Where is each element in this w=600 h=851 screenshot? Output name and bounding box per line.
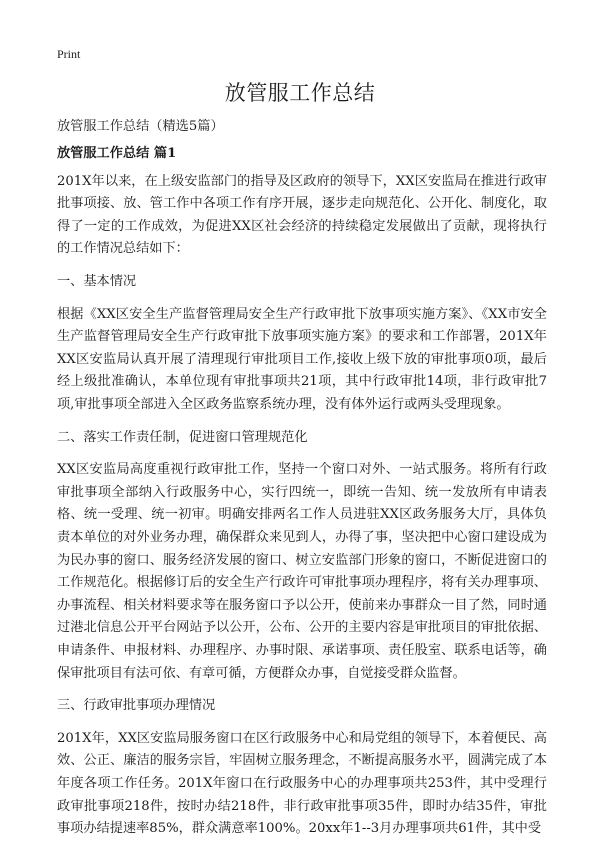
paragraph-approval-items: 201X年，XX区安监局服务窗口在区行政服务中心和局党组的领导下，本着便民、高效、公正、廉洁的服务宗旨，牢固树立服务理念，不断提高服务水平，圆满完成了本年度各项工作任务。201X年窗口在行政服务中心的办理事项共253件，其中受理行政审批事项218件，按时办结218件，非行政审批事项35件，即时办结35件，审批事项办结提速率85%，群众满意率100%。20xx年1--3月办理事项共61件，其中受	[57, 730, 547, 837]
document-subtitle: 放管服工作总结（精选5篇）	[57, 119, 224, 134]
section-heading: 放管服工作总结 篇1	[57, 146, 177, 162]
print-link[interactable]: Print	[57, 47, 81, 61]
document-body	[57, 116, 547, 851]
document-title: 放管服工作总结	[224, 81, 376, 105]
paragraph-responsibility: XX区安监局高度重视行政审批工作，坚持一个窗口对外、一站式服务。将所有行政审批事项全部纳入行政服务中心，实行四统一，即统一告知、统一发放所有申请表格、统一受理、统一初审。明确安排两名工作人员进驻XX区政务服务大厅，具体负责本单位的对外业务办理，确保群众来见到人，办得了事，坚决把中心窗口建设成为为民办事的窗口、服务经济发展的窗口、树立安监部门形象的窗口，不断促进窗口的工作规范化。根据修订后的安全生产行政许可审批事项办理程序，将有关办理事项、办事流程、相关材料要求等在服务窗口予以公开，使前来办事群众一目了然，同时通过港北信息公开平台网站予以公开，公布、公开的主要内容是审批项目的审批依据、申请条件、申报材料、办理程序、办事时限、承诺事项、责任股室、联系电话等，确保审批项目有法可依、有章可循，方便群众办事，自觉接受群众监督。	[57, 462, 547, 681]
paragraph-basic-situation: 根据《XX区安全生产监督管理局安全生产行政审批下放事项实施方案》、《XX市安全生产监督管理局安全生产行政审批下放事项实施方案》的要求和工作部署，201X年XX区安监局认真开展了清理现行审批项目工作,接收上级下放的审批事项0项，最后经上级批准确认，本单位现有审批事项共21项，其中行政审批14项，非行政审批7项,审批事项全部进入全区政务监察系统办理，没有体外运行或两头受理现象。	[57, 306, 547, 413]
heading-basic-situation: 一、基本情况	[57, 274, 137, 290]
intro-paragraph: 201X年以来，在上级安监部门的指导及区政府的领导下，XX区安监局在推进行政审批事项接、放、管工作中各项工作有序开展，逐步走向规范化、公开化、制度化，取得了一定的工作成效，为促进XX区社会经济的持续稳定发展做出了贡献，现将执行的工作情况总结如下：	[57, 173, 547, 257]
heading-approval-items: 三、行政审批事项办理情况	[57, 698, 216, 714]
heading-responsibility: 二、落实工作责任制，促进窗口管理规范化	[57, 429, 308, 445]
